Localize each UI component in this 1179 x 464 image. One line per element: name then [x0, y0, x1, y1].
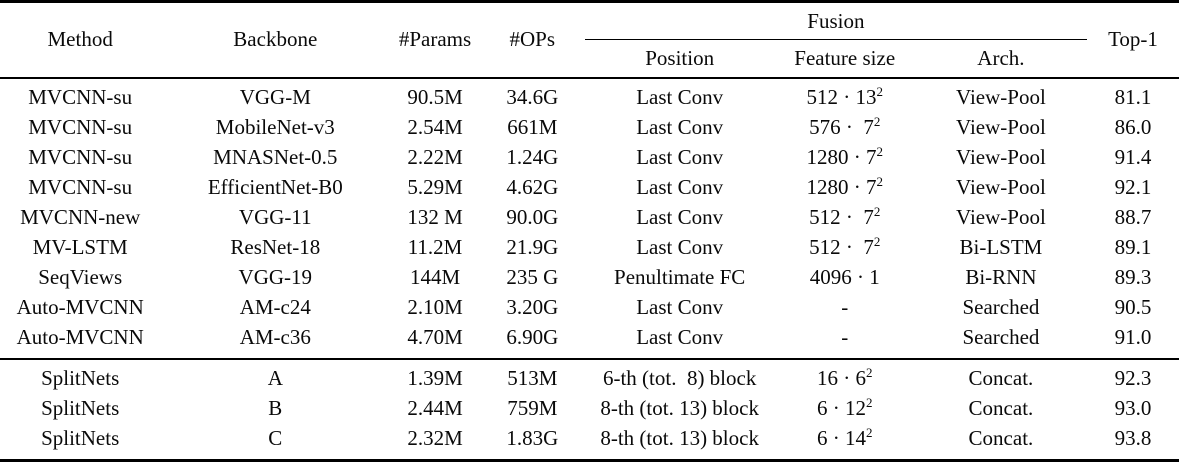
cell-top1: 92.3 — [1114, 366, 1152, 390]
cell-backbone: VGG-M — [239, 85, 311, 109]
cell-feature — [775, 323, 915, 359]
table-row — [0, 233, 1179, 263]
cell-top1: 89.3 — [1114, 265, 1152, 289]
cell-arch: View-Pool — [956, 205, 1046, 229]
cell-position: Last Conv — [636, 145, 724, 169]
cell-arch: View-Pool — [956, 115, 1046, 139]
cell-method: MVCNN-su — [28, 145, 133, 169]
feature-base: 16 · 6 — [816, 366, 866, 390]
cell-position: Last Conv — [636, 205, 724, 229]
col-header-params: #Params — [398, 27, 472, 52]
table-row — [0, 359, 1179, 394]
cell-feature — [775, 263, 915, 293]
cell-ops: 1.24G — [506, 145, 559, 169]
cell-top1: 91.0 — [1114, 325, 1152, 349]
cell-method: SeqViews — [38, 265, 123, 289]
cell-ops: 4.62G — [506, 175, 559, 199]
cell-arch: View-Pool — [956, 175, 1046, 199]
table-row — [0, 293, 1179, 323]
cell-feature — [775, 233, 915, 263]
cell-backbone: VGG-19 — [238, 265, 313, 289]
cell-top1: 93.0 — [1114, 396, 1152, 420]
cell-method: MVCNN-su — [28, 175, 133, 199]
feature-exponent: 2 — [873, 114, 881, 129]
cell-backbone: AM-c36 — [239, 325, 311, 349]
cell-backbone: AM-c24 — [239, 295, 311, 319]
feature-exponent: 2 — [876, 84, 883, 99]
table-row — [0, 323, 1179, 359]
feature-exponent: 2 — [876, 174, 883, 189]
col-header-top1: Top-1 — [1108, 27, 1158, 52]
table-row — [0, 424, 1179, 461]
table-row — [0, 113, 1179, 143]
feature-base: 6 · 12 — [816, 396, 866, 420]
cell-params: 2.44M — [407, 396, 463, 420]
cell-arch: View-Pool — [956, 145, 1046, 169]
table-row — [0, 173, 1179, 203]
cell-top1: 90.5 — [1114, 295, 1152, 319]
cell-arch: Searched — [962, 295, 1040, 319]
cell-ops: 759M — [507, 396, 558, 420]
header-row-top — [0, 2, 1179, 40]
col-header-feature-size: Feature size — [794, 45, 896, 70]
splitnets-body — [0, 359, 1179, 461]
cell-top1: 86.0 — [1114, 115, 1152, 139]
cell-position: 6-th (tot. 8) block — [602, 366, 757, 390]
cell-position: Last Conv — [636, 115, 724, 139]
cell-backbone: ResNet-18 — [230, 235, 321, 259]
cell-method: MVCNN-new — [20, 205, 141, 229]
col-header-position: Position — [645, 45, 715, 70]
cell-params: 90.5M — [407, 85, 463, 109]
feature-base: 512 · 7 — [809, 205, 874, 229]
cell-params: 11.2M — [407, 235, 463, 259]
cell-feature — [775, 293, 915, 323]
cell-feature — [775, 143, 915, 173]
cell-ops: 6.90G — [506, 325, 559, 349]
cell-backbone: EfficientNet-B0 — [207, 175, 343, 199]
cell-backbone: C — [268, 426, 283, 450]
cell-backbone: MNASNet-0.5 — [213, 145, 338, 169]
cell-method: SplitNets — [41, 396, 120, 420]
cell-ops: 34.6G — [506, 85, 559, 109]
cell-position: Last Conv — [636, 175, 724, 199]
cell-ops: 1.83G — [506, 426, 559, 450]
baseline-methods-body — [0, 78, 1179, 359]
feature-exponent: 2 — [873, 204, 881, 219]
col-header-method: Method — [47, 27, 113, 52]
feature-base: - — [841, 325, 849, 349]
cell-position: Last Conv — [636, 295, 724, 319]
feature-exponent: 2 — [873, 234, 881, 249]
cell-top1: 91.4 — [1114, 145, 1152, 169]
cell-method: Auto-MVCNN — [16, 325, 144, 349]
cell-position: 8-th (tot. 13) block — [600, 426, 759, 450]
feature-exponent: 2 — [865, 425, 873, 440]
cell-method: MV-LSTM — [32, 235, 128, 259]
table-header — [0, 2, 1179, 78]
cell-top1: 92.1 — [1114, 175, 1152, 199]
cell-method: Auto-MVCNN — [16, 295, 144, 319]
feature-base: 512 · 13 — [806, 85, 877, 109]
col-header-ops: #OPs — [509, 27, 556, 52]
cell-backbone: MobileNet-v3 — [215, 115, 335, 139]
cell-backbone: A — [267, 366, 283, 390]
cell-position: Penultimate FC — [614, 265, 746, 289]
cell-ops: 21.9G — [506, 235, 559, 259]
cell-arch: Concat. — [968, 396, 1034, 420]
cell-arch: Concat. — [968, 426, 1034, 450]
col-header-fusion-group: Fusion — [585, 2, 1087, 40]
feature-base: 512 · 7 — [809, 235, 874, 259]
cell-params: 2.32M — [407, 426, 463, 450]
cell-arch: Searched — [962, 325, 1040, 349]
feature-base: 4096 · 1 — [809, 265, 880, 289]
cell-position: Last Conv — [636, 235, 724, 259]
cell-method: MVCNN-su — [28, 115, 133, 139]
cell-method: SplitNets — [41, 366, 120, 390]
cell-feature — [775, 359, 915, 394]
table-row — [0, 78, 1179, 113]
cell-ops: 513M — [507, 366, 558, 390]
cell-params: 1.39M — [407, 366, 463, 390]
cell-params: 2.22M — [407, 145, 463, 169]
cell-feature — [775, 173, 915, 203]
cell-params: 132 M — [407, 205, 463, 229]
cell-feature — [775, 424, 915, 461]
cell-arch: View-Pool — [956, 85, 1046, 109]
cell-top1: 89.1 — [1114, 235, 1152, 259]
feature-exponent: 2 — [865, 395, 873, 410]
cell-feature — [775, 203, 915, 233]
feature-base: 576 · 7 — [809, 115, 874, 139]
cell-arch: Concat. — [968, 366, 1034, 390]
table-row — [0, 394, 1179, 424]
feature-base: 1280 · 7 — [806, 145, 877, 169]
feature-base: - — [841, 295, 849, 319]
feature-base: 6 · 14 — [816, 426, 866, 450]
cell-backbone: B — [268, 396, 283, 420]
cell-params: 144M — [409, 265, 461, 289]
cell-params: 2.10M — [407, 295, 463, 319]
cell-feature — [775, 113, 915, 143]
cell-arch: Bi-LSTM — [959, 235, 1043, 259]
cell-top1: 88.7 — [1114, 205, 1152, 229]
table-row — [0, 263, 1179, 293]
cell-position: Last Conv — [636, 85, 724, 109]
cell-top1: 93.8 — [1114, 426, 1152, 450]
cell-params: 5.29M — [407, 175, 463, 199]
cell-top1: 81.1 — [1114, 85, 1152, 109]
cell-params: 4.70M — [407, 325, 463, 349]
cell-position: Last Conv — [636, 325, 724, 349]
col-header-backbone: Backbone — [233, 27, 318, 52]
cell-ops: 235 G — [506, 265, 559, 289]
feature-exponent: 2 — [876, 144, 883, 159]
cell-method: SplitNets — [41, 426, 120, 450]
table-row — [0, 203, 1179, 233]
cell-backbone: VGG-11 — [238, 205, 312, 229]
cell-ops: 661M — [507, 115, 558, 139]
cell-feature — [775, 394, 915, 424]
cell-arch: Bi-RNN — [965, 265, 1037, 289]
cell-feature — [775, 78, 915, 113]
feature-exponent: 2 — [865, 365, 873, 380]
cell-ops: 3.20G — [506, 295, 559, 319]
feature-base: 1280 · 7 — [806, 175, 877, 199]
cell-ops: 90.0G — [506, 205, 559, 229]
col-header-arch: Arch. — [977, 45, 1025, 70]
cell-params: 2.54M — [407, 115, 463, 139]
cell-method: MVCNN-su — [28, 85, 133, 109]
cell-position: 8-th (tot. 13) block — [600, 396, 759, 420]
table-row — [0, 143, 1179, 173]
